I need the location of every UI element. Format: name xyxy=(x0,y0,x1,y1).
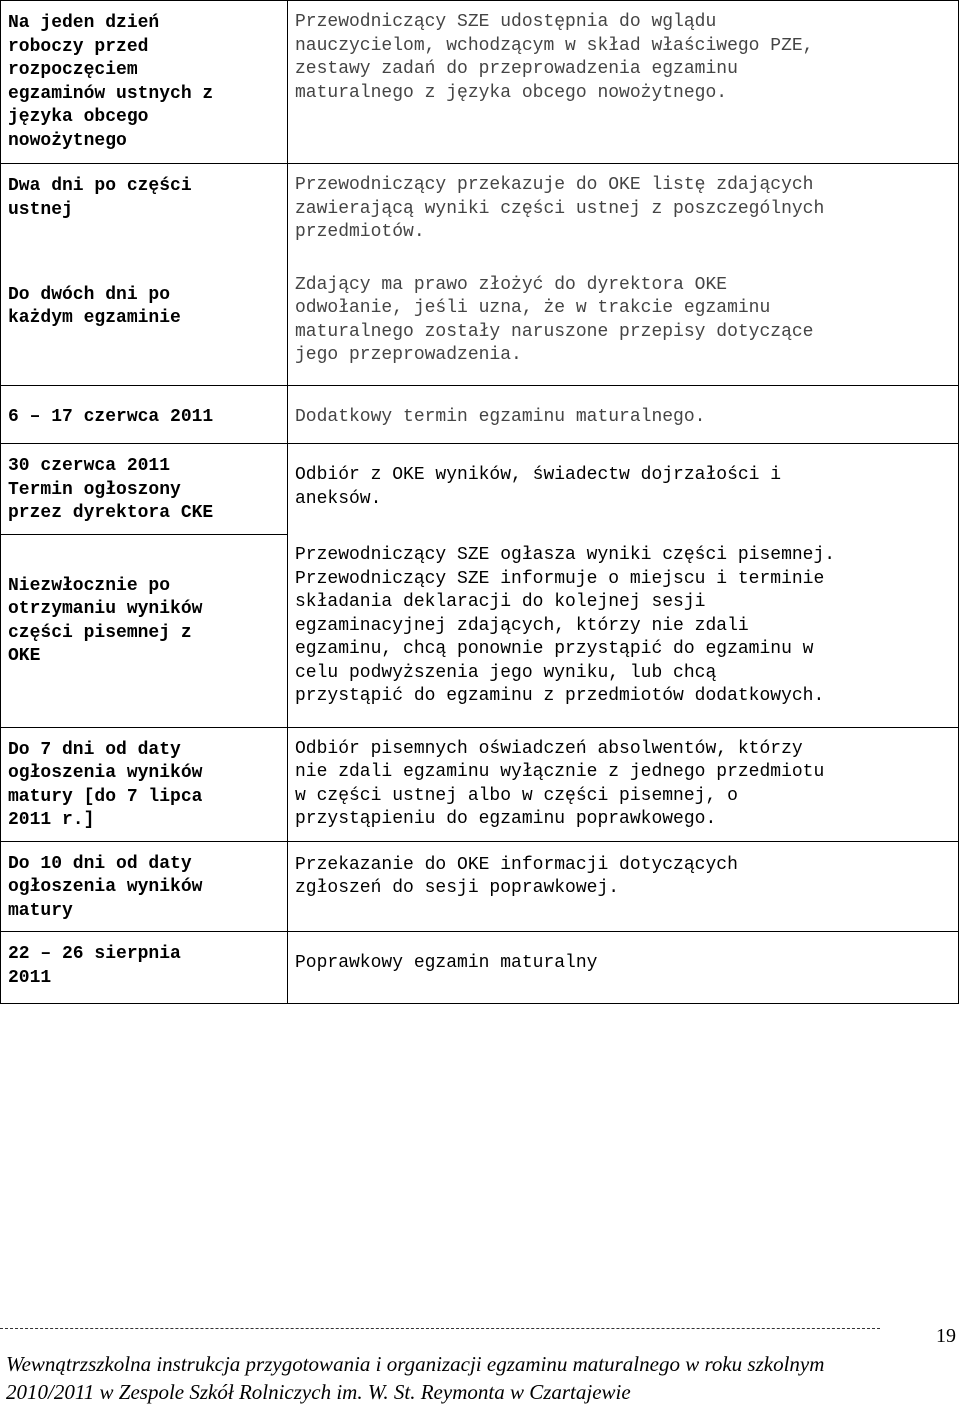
table-row xyxy=(1,932,959,1004)
table-row xyxy=(1,534,959,727)
date-cell: 30 czerwca 2011 Termin ogłoszony przez dyrektora CKE xyxy=(1,444,288,535)
description-cell: Przewodniczący przekazuje do OKE listę zdających zawierającą wyniki części ustnej z poszczególnych przedmiotów. xyxy=(288,164,959,264)
page-number: 19 xyxy=(936,1325,956,1347)
date-cell: Niezwłocznie po otrzymaniu wyników części pisemnej z OKE xyxy=(1,534,288,727)
description-cell: Odbiór pisemnych oświadczeń absolwentów, którzy nie zdali egzaminu wyłącznie z jednego przedmiotu w części ustnej albo w części pisemnej, o przystąpieniu do egzaminu poprawkowego. xyxy=(288,727,959,841)
table-row xyxy=(1,727,959,841)
table-row xyxy=(1,164,959,264)
footer-line-2: 2010/2011 w Zespole Szkół Rolniczych im. W. St. Reymonta w Czartajewie xyxy=(6,1380,631,1404)
description-cell: Przewodniczący SZE udostępnia do wglądu nauczycielom, wchodzącym w skład właściwego PZE, zestawy zadań do przeprowadzenia egzaminu maturalnego z języka obcego nowożytnego. xyxy=(288,1,959,164)
date-cell: Do dwóch dni po każdym egzaminie xyxy=(1,264,288,386)
description-cell: Zdający ma prawo złożyć do dyrektora OKE odwołanie, jeśli uzna, że w trakcie egzaminu maturalnego zostały naruszone przepisy dotyczące jego przeprowadzenia. xyxy=(288,264,959,386)
document-footer xyxy=(6,1350,906,1406)
date-cell: 22 – 26 sierpnia 2011 xyxy=(1,932,288,1004)
table-row xyxy=(1,444,959,535)
description-cell: Przewodniczący SZE ogłasza wyniki części pisemnej. Przewodniczący SZE informuje o miejscu i terminie składania deklaracji do kolejnej sesji egzaminacyjnej zdających, którzy nie zdali egzaminu, chcą ponownie przystąpić do egzaminu w celu podwyższenia jego wyniku, lub chcą przystąpić do egzaminu z przedmiotów dodatkowych. xyxy=(288,534,959,727)
description-cell: Poprawkowy egzamin maturalny xyxy=(288,932,959,1004)
table-row xyxy=(1,1,959,164)
date-cell: 6 – 17 czerwca 2011 xyxy=(1,386,288,444)
table-row xyxy=(1,386,959,444)
table-row xyxy=(1,841,959,932)
description-cell: Odbiór z OKE wyników, świadectw dojrzałości i aneksów. xyxy=(288,444,959,535)
description-cell: Przekazanie do OKE informacji dotyczących zgłoszeń do sesji poprawkowej. xyxy=(288,841,959,932)
date-cell: Do 10 dni od daty ogłoszenia wyników matury xyxy=(1,841,288,932)
date-cell: Do 7 dni od daty ogłoszenia wyników matury [do 7 lipca 2011 r.] xyxy=(1,727,288,841)
footer-divider xyxy=(0,1328,880,1329)
date-cell: Na jeden dzień roboczy przed rozpoczęciem egzaminów ustnych z języka obcego nowożytnego xyxy=(1,1,288,164)
date-cell: Dwa dni po części ustnej xyxy=(1,164,288,264)
table-row xyxy=(1,264,959,386)
footer-line-1: Wewnątrzszkolna instrukcja przygotowania i organizacji egzaminu maturalnego w roku szkolnym xyxy=(6,1352,825,1376)
description-cell: Dodatkowy termin egzaminu maturalnego. xyxy=(288,386,959,444)
